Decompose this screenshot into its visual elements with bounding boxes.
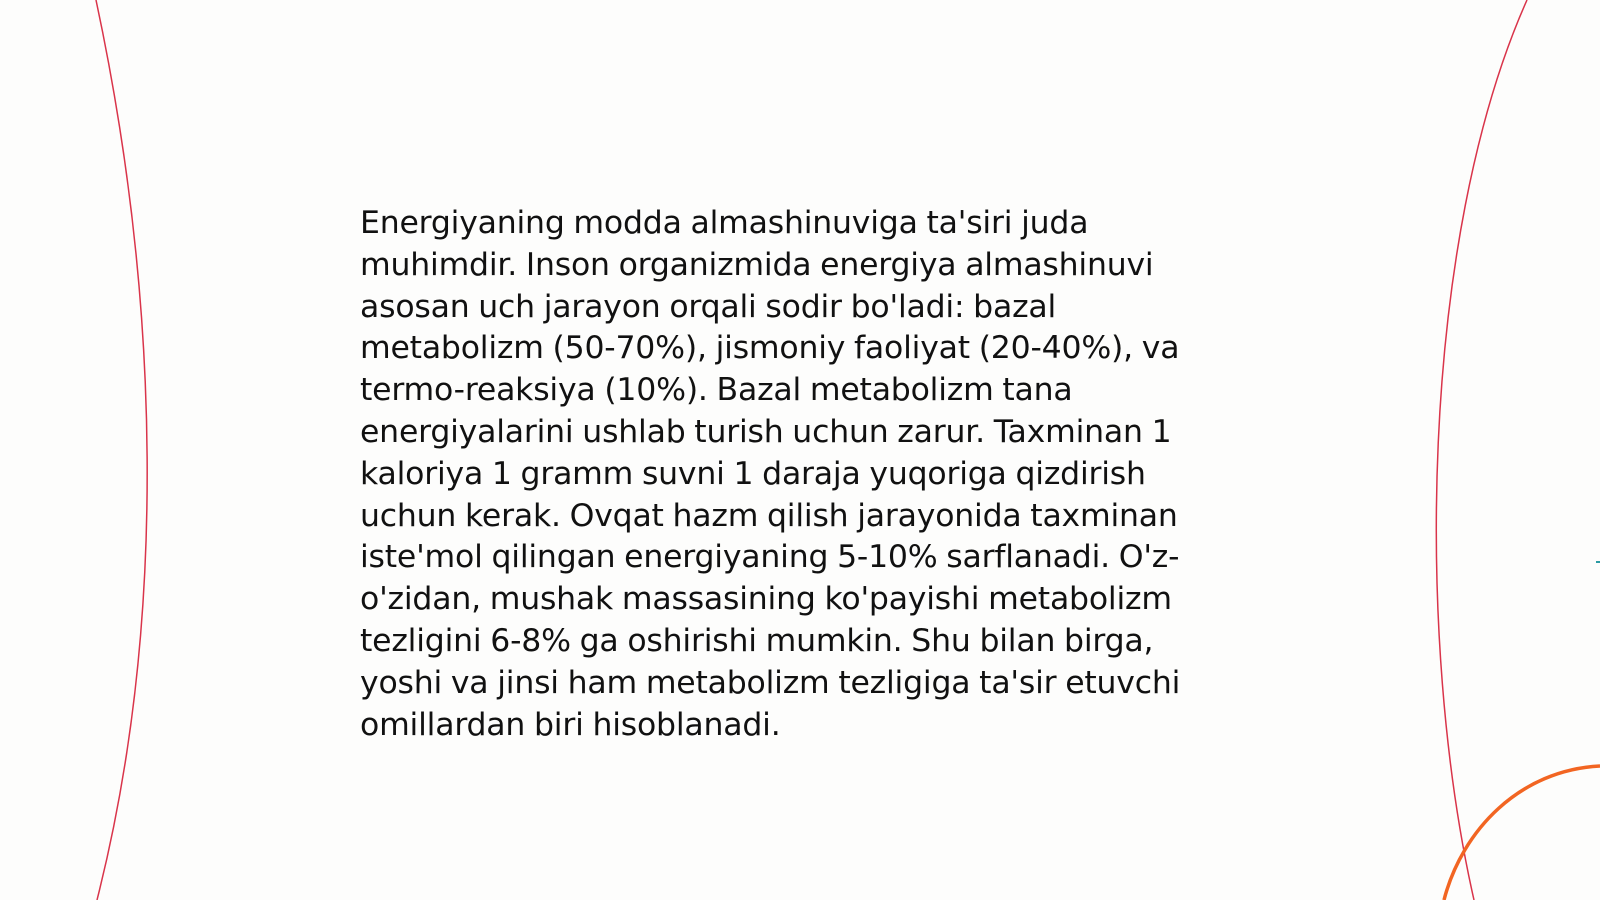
orange-circle-arc — [1444, 766, 1600, 900]
body-paragraph: Energiyaning modda almashinuviga ta'siri juda muhimdir. Inson organizmida energiya almashinuvi asosan uch jarayon orqali sodir bo'ladi: bazal metabolizm (50-70%), jismoniy faoliyat (20-40%), va termo-reaksiya (10%). Bazal metabolizm tana energiyalarini ushlab turish uchun zarur. Taxminan 1 kaloriya 1 gramm suvni 1 daraja yuqoriga qizdirish uchun kerak. Ovqat hazm qilish jarayonida taxminan iste'mol qilingan energiyaning 5-10% sarflanadi. O'z-o'zidan, mushak massasining ko'payishi metabolizm tezligini 6-8% ga oshirishi mumkin. Shu bilan birga, yoshi va jinsi ham metabolizm tezligiga ta'sir etuvchi omillardan biri hisoblanadi. — [360, 205, 1181, 743]
left-arc — [96, 0, 147, 900]
right-arc — [1436, 0, 1527, 900]
